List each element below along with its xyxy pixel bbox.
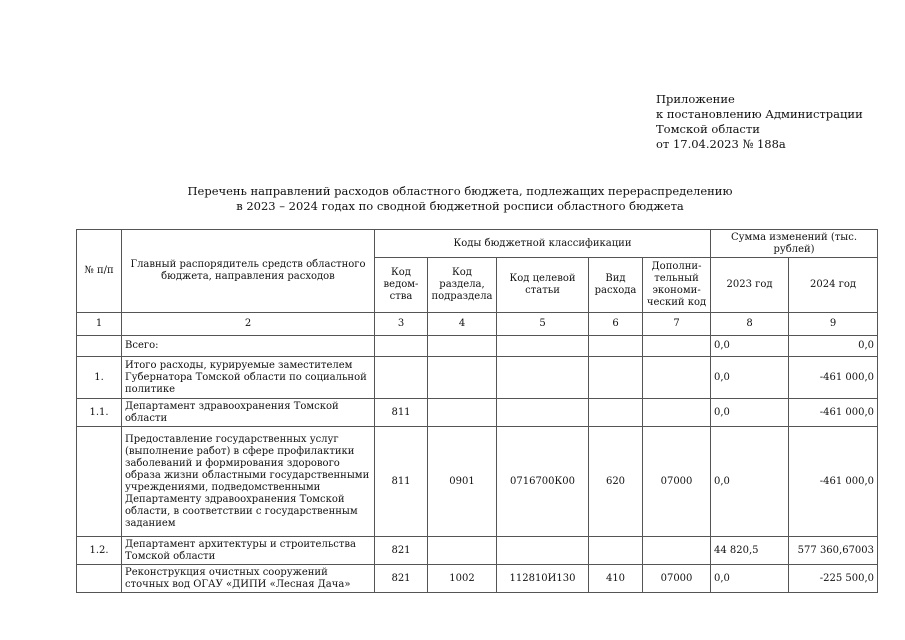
title-line: в 2023 – 2024 годах по сводной бюджетной росписи областного бюджета bbox=[236, 199, 684, 213]
row-num bbox=[77, 427, 122, 537]
row-target bbox=[497, 399, 589, 427]
header-target-code: Код целевой статьи bbox=[497, 258, 589, 313]
row-2024: 0,0 bbox=[789, 336, 878, 357]
table-row-total bbox=[77, 336, 878, 357]
header-year-2024: 2024 год bbox=[789, 258, 878, 313]
table-row bbox=[77, 399, 878, 427]
row-dept: 821 bbox=[375, 565, 428, 593]
row-extra: 07000 bbox=[643, 427, 711, 537]
table-row bbox=[77, 357, 878, 399]
row-target bbox=[497, 537, 589, 565]
row-2023: 0,0 bbox=[711, 336, 789, 357]
header-extra-code: Дополни-тельный экономи-ческий код bbox=[643, 258, 711, 313]
row-section bbox=[428, 537, 497, 565]
row-target bbox=[497, 336, 589, 357]
header-section-code: Код раздела, подраздела bbox=[428, 258, 497, 313]
column-index-row bbox=[77, 313, 878, 336]
column-index: 2 bbox=[122, 313, 375, 336]
row-name: Всего: bbox=[122, 336, 375, 357]
document-title bbox=[0, 184, 905, 214]
row-2023: 0,0 bbox=[711, 399, 789, 427]
row-type: 410 bbox=[589, 565, 643, 593]
budget-table bbox=[76, 229, 878, 593]
header-codes-group: Коды бюджетной классификации bbox=[375, 230, 711, 258]
row-extra bbox=[643, 399, 711, 427]
row-target bbox=[497, 357, 589, 399]
column-index: 1 bbox=[77, 313, 122, 336]
column-index: 5 bbox=[497, 313, 589, 336]
column-index: 9 bbox=[789, 313, 878, 336]
row-2023: 0,0 bbox=[711, 427, 789, 537]
row-2024: -461 000,0 bbox=[789, 399, 878, 427]
row-type bbox=[589, 336, 643, 357]
row-2024: 577 360,67003 bbox=[789, 537, 878, 565]
header-sum-group: Сумма изменений (тыс. рублей) bbox=[711, 230, 878, 258]
row-2023: 44 820,5 bbox=[711, 537, 789, 565]
appendix-date-line: от 17.04.2023 № 188а bbox=[656, 137, 786, 151]
row-num bbox=[77, 336, 122, 357]
row-section bbox=[428, 357, 497, 399]
row-extra bbox=[643, 537, 711, 565]
row-section: 1002 bbox=[428, 565, 497, 593]
row-name: Итого расходы, курируемые заместителем Губернатора Томской области по социальной политике bbox=[122, 357, 375, 399]
header-dept-code: Код ведом-ства bbox=[375, 258, 428, 313]
row-num: 1. bbox=[77, 357, 122, 399]
row-section: 0901 bbox=[428, 427, 497, 537]
row-num: 1.1. bbox=[77, 399, 122, 427]
column-index: 3 bbox=[375, 313, 428, 336]
row-extra bbox=[643, 357, 711, 399]
row-extra bbox=[643, 336, 711, 357]
row-section bbox=[428, 399, 497, 427]
appendix-line: Приложение bbox=[656, 92, 735, 106]
appendix-line: Томской области bbox=[656, 122, 760, 136]
column-index: 7 bbox=[643, 313, 711, 336]
table-row bbox=[77, 427, 878, 537]
row-2023: 0,0 bbox=[711, 357, 789, 399]
title-line: Перечень направлений расходов областного бюджета, подлежащих перераспределению bbox=[187, 184, 733, 198]
row-type: 620 bbox=[589, 427, 643, 537]
appendix-block bbox=[656, 92, 863, 152]
row-target: 0716700К00 bbox=[497, 427, 589, 537]
table-row bbox=[77, 537, 878, 565]
row-dept: 811 bbox=[375, 427, 428, 537]
row-2023: 0,0 bbox=[711, 565, 789, 593]
column-index: 4 bbox=[428, 313, 497, 336]
row-target: 112810И130 bbox=[497, 565, 589, 593]
column-index: 8 bbox=[711, 313, 789, 336]
row-name: Предоставление государственных услуг (выполнение работ) в сфере профилактики заболеваний и формирования здорового образа жизни областными государственными учреждениями, подведомственными Департаменту здравоохранения Томской области, в соответствии с государственным заданием bbox=[122, 427, 375, 537]
row-num: 1.2. bbox=[77, 537, 122, 565]
header-num: № п/п bbox=[77, 230, 122, 313]
row-2024: -461 000,0 bbox=[789, 427, 878, 537]
header-expense-type: Вид расхода bbox=[589, 258, 643, 313]
row-name: Департамент здравоохранения Томской области bbox=[122, 399, 375, 427]
column-index: 6 bbox=[589, 313, 643, 336]
row-type bbox=[589, 537, 643, 565]
row-2024: -461 000,0 bbox=[789, 357, 878, 399]
row-section bbox=[428, 336, 497, 357]
row-2024: -225 500,0 bbox=[789, 565, 878, 593]
row-dept: 821 bbox=[375, 537, 428, 565]
header-year-2023: 2023 год bbox=[711, 258, 789, 313]
table-row bbox=[77, 565, 878, 593]
row-dept bbox=[375, 357, 428, 399]
row-name: Реконструкция очистных сооружений сточных вод ОГАУ «ДИПИ «Лесная Дача» bbox=[122, 565, 375, 593]
row-type bbox=[589, 399, 643, 427]
row-name: Департамент архитектуры и строительства Томской области bbox=[122, 537, 375, 565]
header-recipient: Главный распорядитель средств областного бюджета, направления расходов bbox=[122, 230, 375, 313]
row-dept: 811 bbox=[375, 399, 428, 427]
row-extra: 07000 bbox=[643, 565, 711, 593]
appendix-line: к постановлению Администрации bbox=[656, 107, 863, 121]
row-dept bbox=[375, 336, 428, 357]
row-type bbox=[589, 357, 643, 399]
row-num bbox=[77, 565, 122, 593]
